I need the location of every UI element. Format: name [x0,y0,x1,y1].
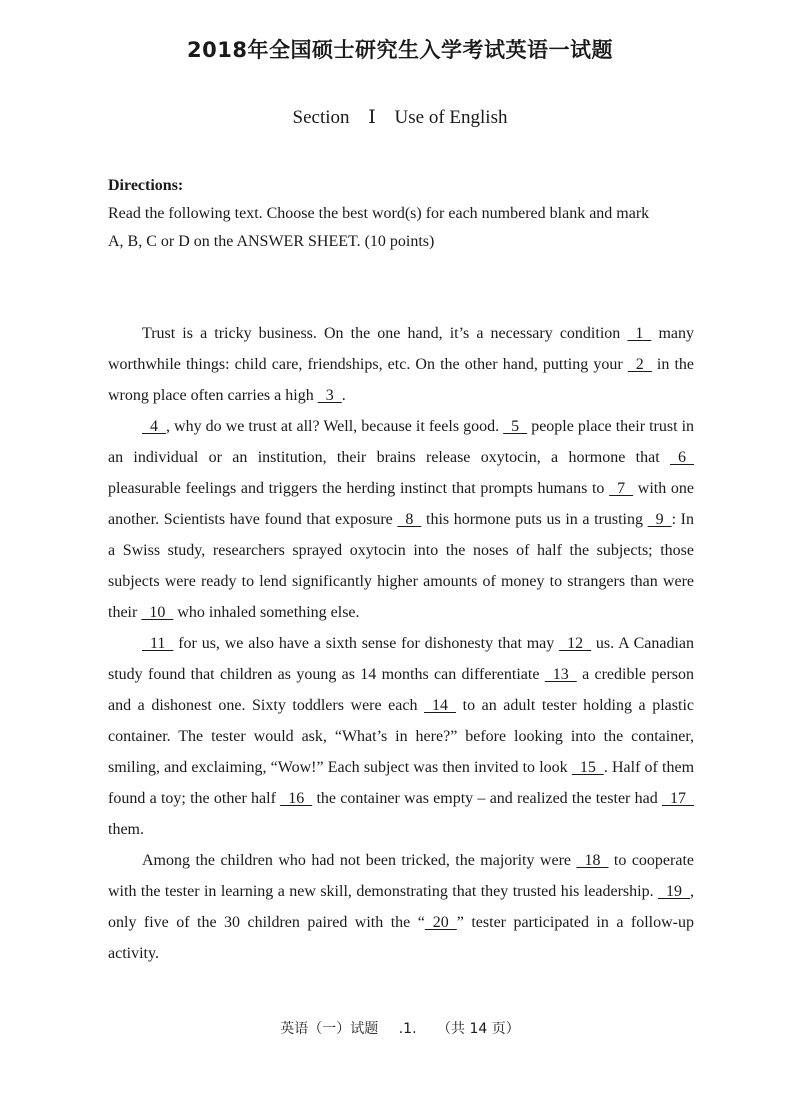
blank-12: 12 [559,635,592,652]
passage-paragraph-1 [108,318,694,411]
passage-text: with one another. Scientists have found that exposure [108,480,695,528]
passage-text: , only five of the 30 children paired with the “ [108,883,694,931]
passage-text: Among the children who had not been tricked, the majority were [142,852,577,869]
passage-text: to an adult tester holding a plastic container. The tester would ask, “What’s in here?” before looking into the container, smiling, and exclaiming, “Wow!” Each subject was then invited to look [108,697,694,776]
passage-text: a credible person and a dishonest one. Sixty toddlers were each [108,666,694,714]
passage-text: many worthwhile things: child care, friendships, etc. On the other hand, putting your [108,325,695,373]
passage-text: who inhaled something else. [173,604,360,621]
directions-block [108,172,698,256]
blank-15: 15 [571,759,604,776]
directions-line-1: Read the following text. Choose the best word(s) for each numbered blank and mark [108,205,650,222]
passage-text: the container was empty – and realized the tester had [312,790,663,807]
passage-text: . Half of them found a toy; the other half [108,759,695,807]
blank-7: 7 [609,480,634,497]
blank-20: 20 [424,914,457,931]
blank-14: 14 [424,697,457,714]
passage-text: people place their trust in an individual or an institution, their brains release oxytocin, a hormone that [108,418,695,466]
section-name: Use of English [394,107,508,128]
cloze-passage [108,318,694,969]
blank-19: 19 [658,883,690,900]
blank-8: 8 [397,511,422,528]
exam-title: 2018年全国硕士研究生入学考试英语一试题 [187,38,613,62]
blank-3: 3 [317,387,342,404]
blank-1: 1 [627,325,652,342]
passage-paragraph-4 [108,845,694,969]
directions-heading: Directions: [108,177,184,194]
passage-text: : In a Swiss study, researchers sprayed oxytocin into the noses of half the subjects; those subjects were ready to lend significantly higher amounts of money to strangers than were their [108,511,695,621]
section-heading [0,106,800,129]
section-number: Ⅰ [368,107,376,128]
blank-10: 10 [141,604,174,621]
passage-paragraph-3 [108,628,694,845]
passage-text: , why do we trust at all? Well, because it feels good. [166,418,504,435]
footer-total-pages: （共 14 页） [437,1021,520,1037]
blank-17: 17 [662,790,695,807]
passage-text: pleasurable feelings and triggers the herding instinct that prompts humans to [108,480,610,497]
page-footer [0,1018,800,1038]
passage-text: to cooperate with the tester in learning a new skill, demonstrating that they trusted his leadership. [108,852,695,900]
blank-5: 5 [503,418,528,435]
blank-13: 13 [544,666,577,683]
passage-text: in the wrong place often carries a high [108,356,694,404]
blank-4: 4 [142,418,166,435]
blank-9: 9 [647,511,672,528]
passage-text: ” tester participated in a follow-up activity. [108,914,694,962]
blank-11: 11 [142,635,174,652]
passage-text: us. A Canadian study found that children as young as 14 months can differentiate [108,635,695,683]
passage-text: . [341,387,346,404]
footer-page-number: .1. [398,1021,417,1037]
passage-text: this hormone puts us in a trusting [421,511,648,528]
blank-16: 16 [280,790,313,807]
footer-subject: 英语（一）试题 [280,1021,379,1037]
blank-18: 18 [576,852,609,869]
blank-6: 6 [670,449,694,466]
passage-paragraph-2 [108,411,694,628]
passage-text: them. [108,821,144,838]
section-label: Section [292,107,350,128]
directions-line-2: A, B, C or D on the ANSWER SHEET. (10 points) [108,233,435,250]
blank-2: 2 [627,356,652,373]
passage-text: for us, we also have a sixth sense for dishonesty that may [173,635,560,652]
passage-text: Trust is a tricky business. On the one hand, it’s a necessary condition [142,325,628,342]
